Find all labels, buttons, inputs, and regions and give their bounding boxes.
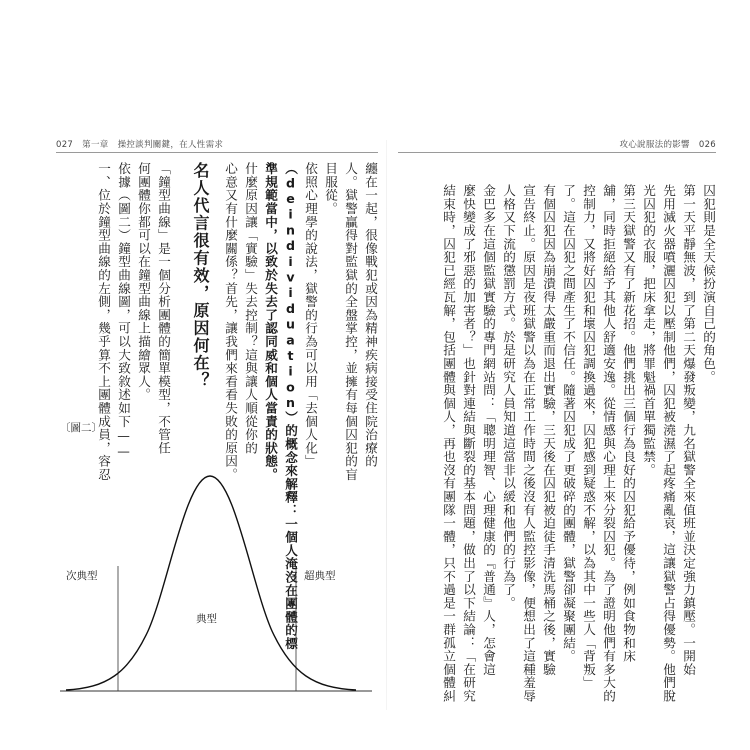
left-page <box>56 138 378 728</box>
right-running-head <box>619 138 716 150</box>
page-gutter <box>386 140 387 710</box>
text-column: 「鐘型曲線」是一個分析團體的簡單模型，不管任 <box>156 162 171 455</box>
left-page-number: 027 <box>56 140 74 150</box>
text-column: 目服從。 <box>323 162 338 216</box>
text-column: 何團體你都可以在鐘型曲線上描繪眾人。 <box>136 162 151 402</box>
right-body-text <box>439 184 716 704</box>
text-column: 第三天獄警又有了新花招。他們挑出三個行為良好的囚犯給予優待，例如食物和床 <box>621 184 636 663</box>
text-column: 第一天平靜無波，到了第二天爆發叛變，九名獄警全來值班並決定強力鎮壓。一開始 <box>681 184 696 677</box>
left-running-head <box>56 138 223 150</box>
label-supertypical: 超典型 <box>304 570 336 582</box>
text-column: 麼快變成了邪惡的加害者？」也針對連結與斷裂的基本問題，做出了以下結論：「在研究 <box>461 184 476 703</box>
right-page-number: 026 <box>698 140 716 150</box>
right-page <box>398 138 716 728</box>
bell-curve-line <box>66 476 356 690</box>
chapter-title: 操控談判關鍵，在人性需求 <box>117 140 224 150</box>
text-column: 依據（圖二）鐘型曲線圖，可以大致敘述如下—— <box>116 162 131 460</box>
text-column: 依照心理學的說法，獄警的行為可以用「去個人化」 <box>303 162 318 468</box>
text-column: 舖，同時拒絕給予其他人舒適安逸。從情感與心理上來分裂囚犯。為了證明他們有多大的 <box>601 184 616 703</box>
text-column: 有個囚犯因為崩潰得太嚴重而退出實驗，三天後在囚犯被迫徒手清洗馬桶之後，實驗 <box>541 184 556 677</box>
text-column: 心意又有什麼關係？首先，讓我們來看看失敗的原因。 <box>223 162 238 482</box>
label-subtypical: 次典型 <box>66 570 98 582</box>
text-column: 宣告終止。原因是夜班獄警以為在正常工作時間之後沒有人監控影像，便想出了這種羞辱 <box>521 184 536 703</box>
bell-curve-chart <box>56 416 378 716</box>
text-column: 什麼原因讓「實驗」失去控制？這與讓人順從你的 <box>243 162 258 455</box>
figure-title: 〔圖二〕 <box>60 422 102 434</box>
text-column: 先用滅火器噴灑囚犯以壓制他們，囚犯被澆濕了起疼痛亂哀，這讓獄警占得優勢。他們脫 <box>661 184 676 703</box>
right-running-title: 攻心說服法的影響 <box>619 140 690 150</box>
right-head-rule <box>398 152 716 153</box>
text-column: 人。獄警贏得對監獄的全盤掌控，並擁有每個囚犯的盲 <box>343 162 358 482</box>
text-column: 一、位於鐘型曲線的左側，幾乎算不上團體成員，容忍 <box>96 162 111 482</box>
left-head-rule <box>56 152 378 153</box>
text-column: 準規範當中，以致於失去了認同威和個人當責的狀態。 <box>263 162 278 482</box>
text-column: 光囚犯的衣服，把床拿走，將罪魁禍首單獨監禁。 <box>641 184 656 477</box>
text-column: 囚犯則是全天候扮演自己的角色。 <box>701 184 716 384</box>
text-column: 控制力，又將好囚犯和壞囚犯調換過來，囚犯感到疑惑不解，以為其中一些人「背叛」 <box>581 184 596 690</box>
text-column: 金巴多在這個監獄實驗的專門網站問：「聰明理智、心理健康的『普通』人，怎會這 <box>481 184 496 677</box>
text-column: 結束時，囚犯已經瓦解，包括團體與個人，再也沒有團隊一體，只不過是一群孤立個體糾 <box>441 184 456 703</box>
text-column: 纏在一起，很像戰犯或因為精神疾病接受住院治療的 <box>363 162 378 468</box>
section-heading: 名人代言很有效，原因何在？ <box>191 162 210 390</box>
text-column: 了。這在囚犯之間產生了不信任。隨著囚犯成了更破碎的團體，獄警卻凝聚團結。 <box>561 184 576 663</box>
text-column: 人格又下流的懲罰方式。於是研究人員知道這當非以緩和他們的行為了。 <box>501 184 516 610</box>
bell-curve-figure <box>56 416 378 716</box>
chapter-label: 第一章 <box>82 140 109 150</box>
text-column: （deindividuation）的概念來解釋：一個人淹沒在團體的標 <box>283 162 298 651</box>
label-typical: 典型 <box>196 613 217 625</box>
